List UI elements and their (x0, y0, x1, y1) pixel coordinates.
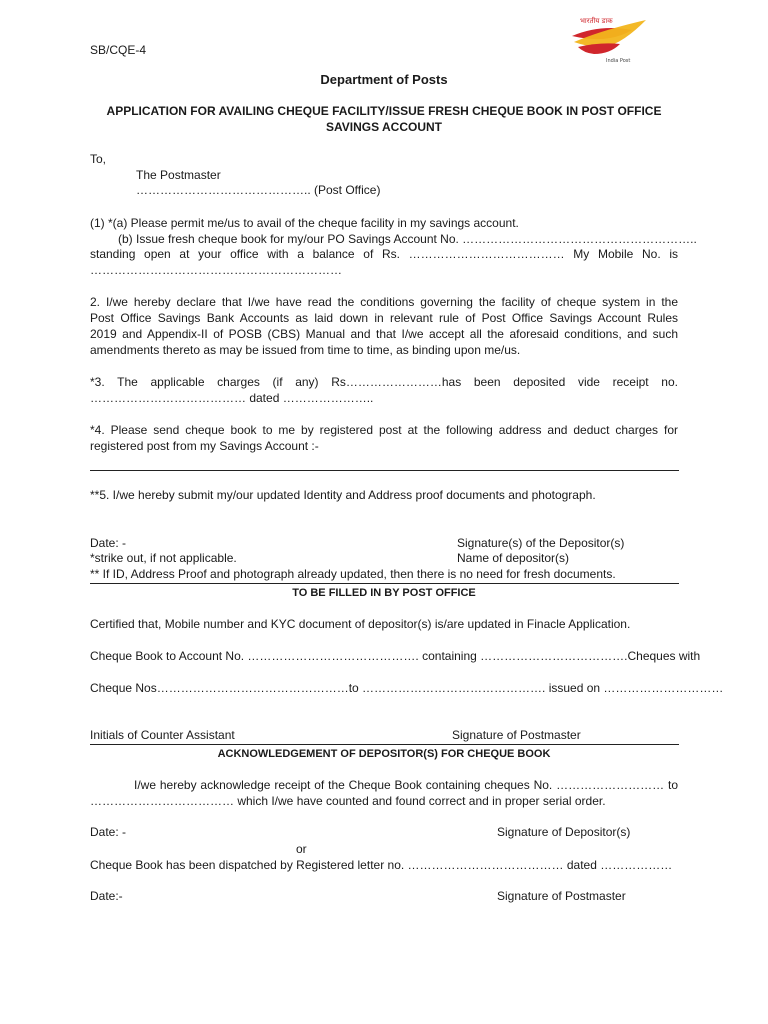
ack-date-label: Date: - (90, 825, 127, 839)
para4-line-1: *4. Please send cheque book to me by registered post at the following address and deduct charges for (90, 423, 678, 437)
dispatch-date-label: Date:- (90, 889, 123, 903)
postmaster-label: The Postmaster (136, 168, 221, 182)
address-line[interactable] (90, 470, 679, 471)
depositor-name-label: Name of depositor(s) (457, 551, 570, 565)
dispatched-line[interactable]: Cheque Book has been dispatched by Registered letter no. ………………………………… dated ……………… (90, 858, 673, 872)
ack-line-2[interactable]: ……………………………… which I/we have counted and found correct and in proper serial order. (90, 794, 606, 808)
para2-line-1: 2. I/we hereby declare that I/we have read the conditions governing the facility of cheque system in the (90, 295, 678, 309)
mobile-number-field[interactable]: ……………………………………………………… (90, 263, 342, 277)
department-title: Department of Posts (320, 72, 448, 87)
para2-line-2: Post Office Savings Bank Accounts as laid down in relevant rule of Post Office Savings Account Rules (90, 311, 678, 325)
or-label: or (296, 842, 307, 856)
documents-note: ** If ID, Address Proof and photograph already updated, then there is no need for fresh documents. (90, 567, 616, 581)
form-title: APPLICATION FOR AVAILING CHEQUE FACILITY/ISSUE FRESH CHEQUE BOOK IN POST OFFICE SAVINGS ACCOUNT (106, 104, 662, 134)
counter-assistant-initials-label: Initials of Counter Assistant (90, 728, 235, 742)
date-label: Date: - (90, 536, 127, 550)
certified-text: Certified that, Mobile number and KYC document of depositor(s) is/are updated in Finacle Application. (90, 617, 631, 631)
para3-line-2[interactable]: ………………………………… dated ………………….. (90, 391, 374, 405)
po-section-heading: TO BE FILLED IN BY POST OFFICE (292, 587, 476, 599)
ack-section-heading: ACKNOWLEDGEMENT OF DEPOSITOR(S) FOR CHEQUE BOOK (217, 748, 551, 760)
india-post-logo-icon (566, 14, 652, 64)
para3-line-1[interactable]: *3. The applicable charges (if any) Rs……………………has been deposited vide receipt no. (90, 375, 678, 389)
ack-line-1[interactable]: I/we hereby acknowledge receipt of the Cheque Book containing cheques No. ……………………… to (134, 778, 678, 792)
logo-english-text: India Post (606, 58, 631, 64)
para1-line-b[interactable]: (b) Issue fresh cheque book for my/our PO Savings Account No. ………………………………………………….. (118, 232, 697, 246)
postmaster-signature-label: Signature of Postmaster (452, 728, 581, 742)
para2-line-4: amendments thereto as may be issued from time to time, as binding upon me/us. (90, 343, 521, 357)
depositor-signature-label: Signature(s) of the Depositor(s) (457, 536, 625, 550)
section-divider-ack (90, 744, 679, 745)
para4-line-2: registered post from my Savings Account :- (90, 439, 319, 453)
india-post-logo (566, 14, 652, 64)
post-office-field[interactable]: …………………………………….. (Post Office) (136, 183, 381, 197)
to-label: To, (90, 152, 107, 166)
dispatch-postmaster-signature-label: Signature of Postmaster (497, 889, 626, 903)
para1-line-c[interactable]: standing open at your office with a balance of Rs. ………………………………… My Mobile No. is (90, 247, 678, 261)
logo-hindi-text: भारतीय डाक (580, 17, 613, 25)
section-divider-po (90, 583, 679, 584)
form-code: SB/CQE-4 (90, 43, 147, 57)
strike-out-note: *strike out, if not applicable. (90, 551, 237, 565)
ack-depositor-signature-label: Signature of Depositor(s) (497, 825, 631, 839)
para5-text: **5. I/we hereby submit my/our updated Identity and Address proof documents and photograph. (90, 488, 596, 502)
para1-line-a: (1) *(a) Please permit me/us to avail of the cheque facility in my savings account. (90, 216, 519, 230)
cheque-numbers-line[interactable]: Cheque Nos…………………………………………to ………………………………………. issued on ………………………… (90, 681, 724, 695)
cheque-book-account-line[interactable]: Cheque Book to Account No. ……………………………………. containing ……………………………….Cheques with (90, 649, 701, 663)
para2-line-3: 2019 and Appendix-II of POSB (CBS) Manual and that I/we accept all the aforesaid conditions, and such (90, 327, 678, 341)
